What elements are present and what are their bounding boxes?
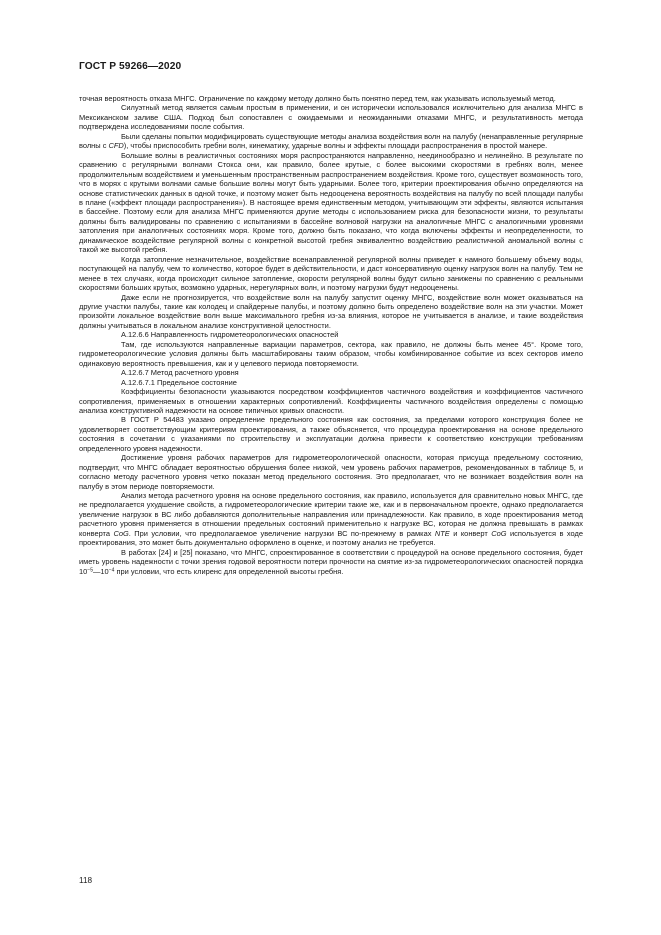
- body-paragraph: Когда затопление незначительное, воздействие всенаправленной регулярной волны приведет к намного большему объему воды, поступающей на палубу, чем то количество, которое будет в действительности, и даст консервативную оценку нагрузок волн на палубу. Тем не менее в тех случаях, когда происходит сильное затопление, скорости регулярной волны будут сильно занижены по сравнению с реальными скоростями больших крутых, возможно ударных, нерегулярных волн, и поэтому нагрузки будут недооценены.: [79, 254, 583, 293]
- document-header: ГОСТ Р 59266—2020: [79, 61, 182, 72]
- body-paragraph: Анализ метода расчетного уровня на основе предельного состояния, как правило, используется для сравнительно новых МНГС, где не предполагается ухудшение свойств, а гидрометеорологические критерии такие же, как и в первоначальном проекте, однако предполагается увеличение нагрузок в ВС либо добавляются дополнительные направления или принадлежности. Как правило, в ходе проектирования метод расчетного уровня применяется в отношении предельных состояний применительно к нагрузке ВС, которая не должна превышать в рамках конверта CoG. При условии, что предполагаемое увеличение нагрузки ВС по-прежнему в рамках NTE и конверт CoG используется в ходе проектирования, это может быть документально оформлено в оценке, и поэтому анализ не требуется.: [79, 491, 583, 548]
- body-paragraph: точная вероятность отказа МНГС. Ограничение по каждому методу должно быть понятно перед тем, как указывать используемый метод.: [79, 94, 556, 103]
- body-paragraph: Даже если не прогнозируется, что воздействие волн на палубу запустит оценку МНГС, воздействие волн может оказываться на другие участки палубы, такие как колодец и спайдерные палубы, и поэтому должно быть определено воздействие волн на эти участки. Может произойти локальное воздействие волн выше максимального гребня из-за влияния, которое не учитывается в анализе, и такие воздействия должны учитываться в локальном анализе конструктивной целостности.: [79, 292, 583, 330]
- body-paragraph: А.12.6.7.1 Предельное состояние: [121, 377, 237, 387]
- body-paragraph: Были сделаны попытки модифицировать существующие методы анализа воздействия волн на палубу (ненаправленные регулярные волны с CFD), чтобы приспособить гребни волн, кинематику, ударные волны и эффекты площади распространения в простой манере.: [79, 131, 583, 151]
- body-paragraph: Силуэтный метод является самым простым в применении, и он исторически использовался исключительно для анализа МНГС в Мексиканском заливе США. Подход был сопоставлен с ожидаемыми и неожиданными отказами МНГС, и результативность метода подтверждена исследованиями после события.: [79, 103, 583, 132]
- body-paragraph: В ГОСТ Р 54483 указано определение предельного состояния как состояния, за пределами которого конструкция более не удовлетворяет соответствующим критериям проектирования, а также объясняется, что процедура проектирования на основе предельного состояния в сочетании с указаниями по строительству и эксплуатации должна привести к соответствию конструкции требованиям определенного уровня надежности.: [79, 415, 583, 453]
- body-paragraph: Достижение уровня рабочих параметров для гидрометеорологической опасности, которая присуща предельному состоянию, подтвердит, что МНГС обладает вероятностью обрушения более низкой, чем уровень рабочих параметров, рекомендованных в таблице 5, и согласно методу расчетного уровня четко показан метод предельного состояния. Это предполагает, что не возникает воздействия волн на палубу в этом периоде повторяемости.: [79, 453, 583, 491]
- document-body: [79, 94, 583, 576]
- body-paragraph: Там, где используются направленные вариации параметров, сектора, как правило, не должны быть менее 45°. Кроме того, гидрометеорологические условия должны быть масштабированы таким образом, чтобы комбинированное событие из всех секторов имело одинаковую вероятность превышения, как и у целевого периода повторяемости.: [79, 339, 583, 368]
- body-paragraph: Коэффициенты безопасности указываются посредством коэффициентов частичного воздействия и коэффициентов частичного сопротивления, применяемых в отношении характерных сопротивлений. Коэффициенты частичного воздействия определены с помощью анализа конструктивной надежности на основе типичных кривых опасности.: [79, 387, 583, 415]
- page-number: 118: [79, 876, 93, 885]
- body-paragraph: Большие волны в реалистичных состояниях моря распространяются направленно, неединообразно и нелинейно. В результате по сравнению с регулярными волнами Стокса они, как правило, более крутые, с более высокими скоростями в гребнях волн, менее продолжительным воздействием и уменьшенным пространственным распространением воздействия. Кроме того, существует возможность того, что в морях с крутыми волнами самые большие волны могут быть ударными. Более того, критерии проектирования обычно определяются на основе статистических данных в одной точке, и поэтому может быть недооценена вероятность воздействия на палубу по всей площади палубы в плане («эффект площади распространения»). В настоящее время единственным методом, учитывающим эти эффекты, являются испытания в бассейне. Поэтому если для анализа МНГС применяются другие методы с использованием риска для безопасности жизни, то результаты должны быть валидированы по сравнению с испытаниями в бассейне волновой нагрузки на аналогичные МНГС с аналогичными уровнями затопления при аналогичных состояниях моря. Кроме того, должно быть показано, что когда включены эффекты и неопределенности, то динамическое воздействие регулярной волны с конкретной высотой гребня эквивалентно воздействию реалистичной аномальной волны с такой же высотой гребня.: [79, 150, 583, 255]
- body-paragraph: А.12.6.6 Направленность гидрометеорологических опасностей: [121, 330, 339, 340]
- body-paragraph: А.12.6.7 Метод расчетного уровня: [121, 368, 239, 378]
- body-paragraph: В работах [24] и [25] показано, что МНГС, спроектированное в соответствии с процедурой на основе предельного состояния, будет иметь уровень надежности с точки зрения годовой вероятности потери прочности на смятие из-за гидрометеорологических опасностей порядка $10^{-5}—10^{-4}$ при условии, что есть клиренс для определенной высоты гребня.: [79, 547, 583, 576]
